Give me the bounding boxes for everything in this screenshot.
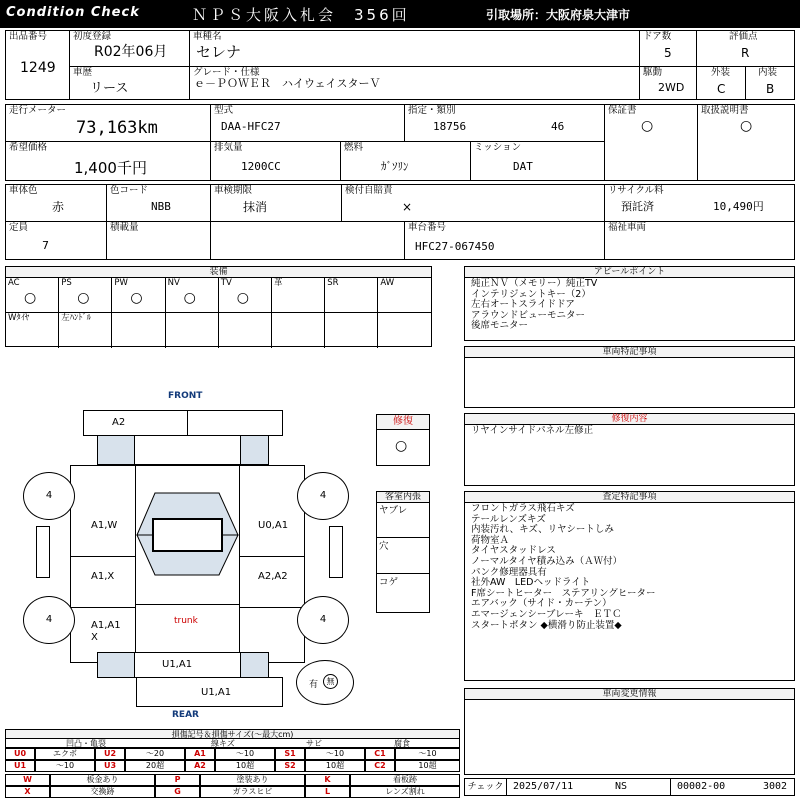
right-mid-text: A2,A2 [258, 571, 288, 582]
equipment-label: NV [167, 278, 180, 288]
equipment-extra-cell [325, 313, 378, 348]
interior-box [376, 491, 430, 613]
capacity-box [5, 221, 107, 260]
legend-code: U2 [95, 748, 125, 760]
legend-desc: ガラスヒビ [200, 786, 305, 798]
legend-desc: 交換跡 [50, 786, 155, 798]
damage-legend [5, 729, 460, 797]
equipment-extra-cell [59, 313, 112, 348]
spare-mark: 無 [323, 674, 338, 689]
interior-item-2: 穴 [379, 541, 389, 552]
equipment-mark: ○ [24, 290, 37, 306]
trunk-label: trunk [174, 616, 198, 626]
equipment-extra-cell [6, 313, 59, 348]
pickup-location: 引取場所：大阪府泉大津市 [486, 8, 631, 22]
tire-front-left: 4 [23, 472, 75, 520]
recycle-box [604, 184, 795, 222]
welfare-box [604, 221, 795, 260]
change-title: 車両変更情報 [465, 689, 794, 700]
front-bumper-left [83, 410, 188, 436]
check-date: 2025/07/11 [513, 781, 574, 792]
capacity-value: 7 [42, 239, 49, 252]
auction-name: ＮＰＳ大阪入札会 356回 [192, 6, 410, 24]
equipment-label: SR [327, 278, 339, 288]
color-value: 赤 [52, 200, 65, 214]
interior-item-1: ヤブレ [379, 505, 408, 516]
legend-desc: ～10 [35, 760, 95, 772]
liability-box [341, 184, 605, 222]
int-label: 内装 [758, 67, 778, 78]
footer-divider [670, 779, 671, 795]
model-label: 型式 [214, 105, 234, 116]
left-rear-text: A1,A1 X [91, 620, 121, 643]
manual-box [697, 104, 795, 181]
mission-value: DAT [513, 160, 533, 173]
equipment-extra-cell [219, 313, 272, 348]
fuel-value: ｶﾞｿﾘﾝ [381, 160, 409, 173]
repair-mark: ○ [395, 438, 408, 454]
footer-number: 3002 [763, 781, 788, 792]
name-label: 車種名 [193, 31, 222, 42]
blank-box [210, 221, 405, 260]
footer-code: 00002-00 [677, 781, 726, 792]
inspection-text: フロントガラス飛石キズ テールレンズキズ 内装汚れ、キズ、リヤシートしみ 荷物室Ａ タイヤスタッドレス ノーマルタイヤ積み込み（ＡＷ付） パンク修理器具有 社外AW LEDヘッドライト F席シートヒーター ステアリングヒーター エアバック（サイド・カーテン） エマージェンシーブレーキ ＥＴＣ スタートボタン ◆横滑り防止装置◆ [471, 503, 656, 631]
equipment-label: AW [380, 278, 395, 288]
mission-box [470, 141, 605, 181]
front-bumper-text: A2 [112, 417, 126, 428]
load-label: 積載量 [110, 222, 139, 233]
legend-code: S2 [275, 760, 305, 772]
meter-label: 走行メーター [9, 105, 67, 116]
equipment-label: PW [114, 278, 128, 288]
doors-box [639, 30, 697, 67]
rear-bumper [136, 677, 283, 707]
legend-code: U1 [5, 760, 35, 772]
disp-box [210, 141, 341, 181]
legend-code: U0 [5, 748, 35, 760]
legend-code: S1 [275, 748, 305, 760]
equipment-label: AC [8, 278, 20, 288]
ext-label: 外装 [711, 67, 731, 78]
sheet-title: Condition Check [6, 5, 140, 20]
grade-box [189, 66, 640, 100]
interior-row-2 [377, 538, 429, 574]
interior-item-3: コゲ [379, 577, 399, 588]
color-box [5, 184, 107, 222]
doors-value: 5 [664, 46, 672, 60]
code-box [106, 184, 211, 222]
warranty-label: 保証書 [608, 105, 637, 116]
rating-value: R [741, 46, 750, 60]
left-mirror [36, 526, 50, 578]
equipment-extra-cell [112, 313, 165, 348]
legend-group-rust: サビ [306, 739, 322, 748]
rating-box [696, 30, 795, 67]
appeal-title: アピールポイント [465, 267, 794, 278]
model-value: DAA-HFC27 [221, 120, 281, 133]
int-box [745, 66, 795, 100]
equipment-title: 装備 [6, 267, 431, 278]
equipment-mark: ○ [236, 290, 250, 306]
drive-value: 2WD [658, 81, 685, 94]
recycle-fee: 10,490円 [713, 200, 764, 213]
spec-box [404, 104, 605, 142]
model-box [210, 104, 405, 142]
headlight-right [240, 435, 269, 465]
equipment-label: TV [220, 278, 232, 288]
meter-value: 73,163km [76, 118, 158, 138]
equipment-sr [325, 278, 378, 313]
legend-code: K [305, 774, 350, 786]
code-label: 色コード [110, 185, 149, 196]
disp-label: 排気量 [214, 142, 243, 153]
liability-label: 検付自賠責 [345, 185, 393, 196]
fuel-box [340, 141, 471, 181]
legend-desc: ～10 [305, 748, 365, 760]
spare-tire [296, 660, 354, 705]
price-label: 希望価格 [9, 142, 48, 153]
equipment-extra-label: Wﾀｲﾔ [8, 313, 30, 323]
manual-label: 取扱説明書 [701, 105, 749, 116]
recycle-status: 預託済 [621, 200, 654, 213]
car-diagram [0, 380, 375, 725]
inspect-label: 車検期限 [214, 185, 253, 196]
tire-rear-right: 4 [297, 596, 349, 644]
car-name: セレナ [196, 43, 242, 61]
name-box [189, 30, 640, 67]
doors-label: ドア数 [643, 31, 672, 42]
disp-value: 1200CC [241, 160, 281, 173]
rear-gate-text: U1,A1 [162, 659, 193, 670]
legend-code: A1 [185, 748, 215, 760]
equipment-box [5, 266, 432, 347]
tire-front-right: 4 [297, 472, 349, 520]
repair-detail-box [464, 413, 795, 486]
interior-row-1 [377, 502, 429, 538]
legend-desc: ～10 [395, 748, 460, 760]
code-value: NBB [151, 200, 171, 213]
grade-value: ｅ－ＰＯＷＥＲ ハイウェイスターＶ [194, 77, 381, 90]
legend-desc: 看板跡 [350, 774, 460, 786]
right-mirror [329, 526, 343, 578]
repair-detail-title: 修復内容 [465, 414, 794, 425]
recycle-label: リサイクル料 [608, 185, 664, 196]
equipment-mark: ○ [183, 290, 196, 306]
lot-box [5, 30, 70, 100]
mission-label: ミッション [474, 142, 522, 153]
repair-title: 修復 [377, 415, 429, 430]
legend-desc: 板金あり [50, 774, 155, 786]
cabin-glass [135, 465, 240, 605]
legend-code: P [155, 774, 200, 786]
frame-label: 車台番号 [408, 222, 447, 233]
price-value: 1,400千円 [74, 159, 147, 177]
legend-desc: 10超 [215, 760, 275, 772]
legend-code: G [155, 786, 200, 798]
welfare-label: 福祉車両 [608, 222, 647, 233]
liability-value: × [402, 200, 413, 214]
spec-value-2: 46 [551, 120, 565, 133]
lot-number: 1249 [20, 60, 56, 76]
meter-box [5, 104, 211, 142]
check-label: チェック [465, 779, 507, 795]
right-rear-door [239, 556, 305, 608]
drive-label: 駆動 [643, 67, 663, 78]
inspection-box [464, 491, 795, 681]
repair-box [376, 414, 430, 466]
repair-detail-text: リヤインサイドパネル左修正 [471, 425, 594, 436]
equipment-nv [166, 278, 219, 313]
ext-value: C [717, 82, 726, 96]
spare-label: 有 [309, 680, 319, 690]
spec-value-1: 18756 [433, 120, 467, 133]
footer-bar [464, 778, 795, 796]
legend-code: U3 [95, 760, 125, 772]
equipment-label: 革 [274, 278, 283, 288]
appeal-text: 純正ＮＶ（メモリー）純正TV インテリジェントキー（2） 左右オートスライドドア アラウンドビューモニター 後席モニター [471, 278, 598, 332]
legend-desc: 塗装あり [200, 774, 305, 786]
special-title: 車両特記事項 [465, 347, 794, 358]
appeal-box [464, 266, 795, 341]
equipment-extra-label: 左ﾊﾝﾄﾞﾙ [61, 313, 91, 323]
right-front-text: U0,A1 [258, 520, 289, 531]
roof [153, 519, 222, 551]
legend-group-scratch: 線キズ [211, 739, 235, 748]
equipment-extra-cell [166, 313, 219, 348]
legend-desc: 10超 [395, 760, 460, 772]
spec-label: 指定・類別 [408, 105, 456, 116]
rear-label: REAR [172, 710, 199, 720]
capacity-label: 定員 [9, 222, 29, 233]
equipment-grid [6, 278, 432, 348]
reg-date: R02年06月 [94, 44, 168, 60]
taillight-left [97, 652, 135, 678]
legend-grid [5, 748, 460, 797]
reg-box [69, 30, 190, 67]
history-box [69, 66, 190, 100]
warranty-box [604, 104, 698, 181]
load-box [106, 221, 211, 260]
ext-box [696, 66, 746, 100]
equipment-mark: ○ [77, 290, 90, 306]
legend-code: A2 [185, 760, 215, 772]
warranty-mark: ○ [641, 118, 654, 134]
rear-bumper-text: U1,A1 [201, 687, 232, 698]
change-box [464, 688, 795, 775]
interior-row-3 [377, 574, 429, 612]
legend-group-dent: 凹凸・亀裂 [66, 739, 106, 748]
equipment-ps [59, 278, 112, 313]
legend-desc: 10超 [305, 760, 365, 772]
equipment-革 [272, 278, 325, 313]
front-label: FRONT [168, 391, 203, 401]
price-box [5, 141, 211, 181]
equipment-tv [219, 278, 272, 313]
equipment-extra-cell [378, 313, 431, 348]
legend-desc: ～20 [125, 748, 185, 760]
left-rear-door [70, 556, 136, 608]
grade-label: グレード・仕様 [193, 67, 260, 78]
legend-desc: ～10 [215, 748, 275, 760]
equipment-label: PS [61, 278, 72, 288]
special-box [464, 346, 795, 408]
interior-title: 客室内張 [377, 492, 429, 503]
int-value: B [766, 82, 775, 96]
legend-desc: 20超 [125, 760, 185, 772]
history-label: 車歴 [73, 67, 93, 78]
checker-name: NS [615, 781, 628, 792]
left-front-door [70, 465, 136, 557]
right-front-door [239, 465, 305, 557]
legend-groups [5, 738, 460, 748]
legend-code: X [5, 786, 50, 798]
legend-desc: エクボ [35, 748, 95, 760]
frame-value: HFC27-067450 [415, 240, 495, 253]
taillight-right [240, 652, 269, 678]
headlight-left [97, 435, 135, 465]
legend-code: W [5, 774, 50, 786]
equipment-mark: ○ [130, 290, 143, 306]
header-bar [0, 0, 800, 28]
rating-label: 評価点 [729, 31, 758, 42]
legend-code: L [305, 786, 350, 798]
left-front-text: A1,W [91, 520, 118, 531]
fuel-label: 燃料 [344, 142, 364, 153]
reg-label: 初度登録 [73, 31, 112, 42]
inspect-box [210, 184, 342, 222]
legend-group-corrosion: 腐食 [394, 739, 410, 748]
manual-mark: ○ [740, 118, 753, 134]
equipment-aw [378, 278, 431, 313]
tire-rear-left: 4 [23, 596, 75, 644]
inspection-title: 査定特記事項 [465, 492, 794, 503]
left-mid-text: A1,X [91, 571, 115, 582]
equipment-ac [6, 278, 59, 313]
lot-label: 出品番号 [9, 31, 48, 42]
legend-desc: レンズ割れ [350, 786, 460, 798]
inspect-value: 抹消 [243, 200, 268, 214]
drive-box [639, 66, 697, 100]
color-label: 車体色 [9, 185, 38, 196]
equipment-extra-cell [272, 313, 325, 348]
frame-box [404, 221, 605, 260]
history-value: リース [90, 81, 129, 96]
legend-code: C1 [365, 748, 395, 760]
legend-code: C2 [365, 760, 395, 772]
equipment-pw [112, 278, 165, 313]
legend-title: 損傷記号＆損傷サイズ(～最大cm) [5, 729, 460, 739]
